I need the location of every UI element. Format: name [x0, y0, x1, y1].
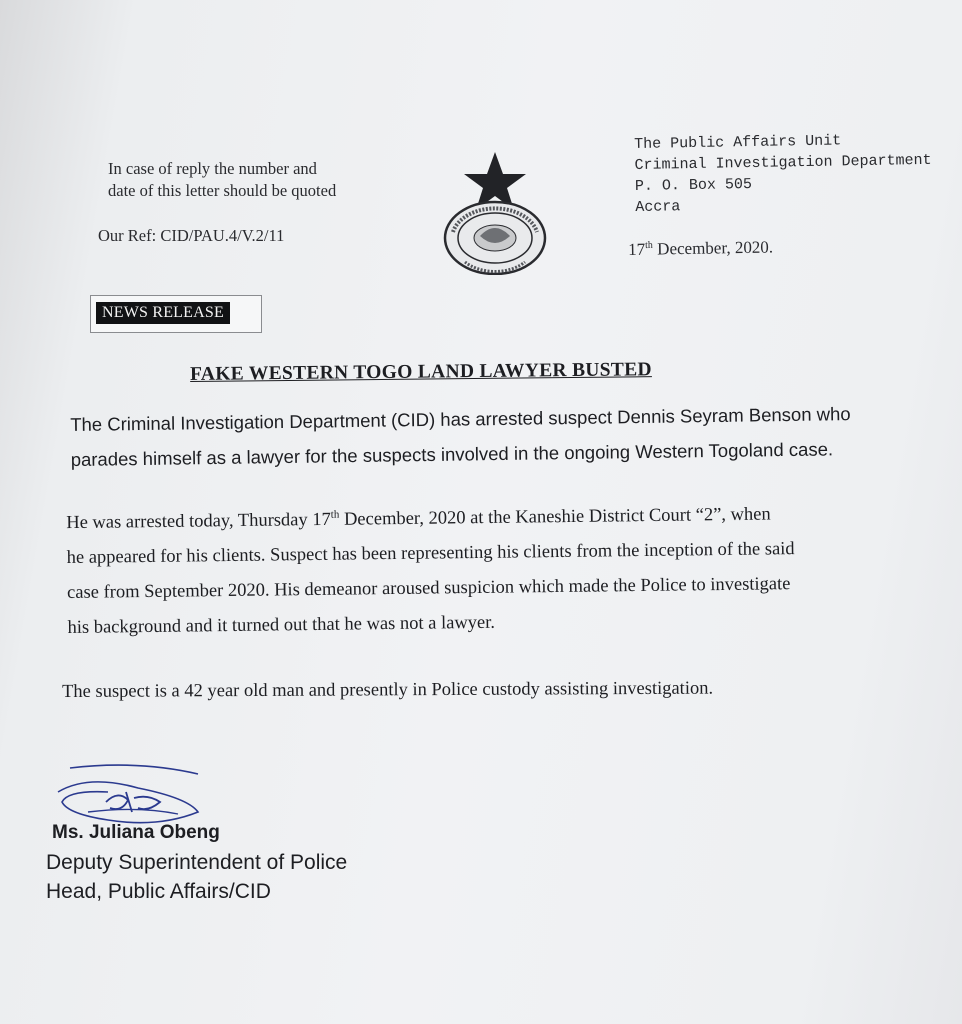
headline: FAKE WESTERN TOGO LAND LAWYER BUSTED — [190, 359, 652, 385]
signatory-title — [46, 848, 347, 906]
paragraph-1 — [70, 396, 851, 477]
address-line1: The Public Affairs Unit — [634, 132, 842, 153]
p2-line3: case from September 2020. His demeanor aroused suspicion which made the Police to investigate — [67, 574, 791, 604]
signatory-title-line1: Deputy Superintendent of Police — [46, 851, 348, 874]
reply-note-line2: date of this letter should be quoted — [108, 181, 337, 200]
signatory-name: Ms. Juliana Obeng — [52, 822, 220, 843]
paragraph-2 — [66, 492, 796, 646]
address-line4: Accra — [635, 198, 681, 216]
address-line3: P. O. Box 505 — [634, 175, 753, 195]
p2-line1-sup: th — [330, 508, 340, 521]
date-rest: December, 2020. — [652, 237, 774, 259]
reply-note — [108, 158, 336, 202]
news-release-label: NEWS RELEASE — [96, 302, 230, 324]
address-line2: Criminal Investigation Department — [634, 151, 932, 174]
p2-line2: he appeared for his clients. Suspect has been representing his clients from the inception of the said — [66, 539, 795, 569]
p1-line2: parades himself as a lawyer for the suspects involved in the ongoing Western Togoland case. — [70, 438, 834, 470]
p1-line1: The Criminal Investigation Department (CID) has arrested suspect Dennis Seyram Benson who — [70, 403, 851, 435]
date-day: 17 — [628, 239, 646, 259]
p2-line4: his background and it turned out that he was not a lawyer. — [67, 612, 496, 639]
reply-note-line1: In case of reply the number and — [108, 159, 317, 178]
police-crest-icon — [440, 150, 550, 275]
p2-line1-a: He was arrested today, Thursday 17 — [66, 509, 331, 534]
signatory-title-line2: Head, Public Affairs/CID — [46, 880, 271, 903]
p2-line1-b: December, 2020 at the Kaneshie District Court “2”, when — [339, 504, 771, 530]
reference-number: Our Ref: CID/PAU.4/V.2/11 — [98, 226, 285, 245]
date-suffix: th — [645, 239, 653, 252]
sender-address — [634, 129, 932, 218]
letter-date — [628, 237, 773, 260]
paragraph-3: The suspect is a 42 year old man and presently in Police custody assisting investigation. — [62, 678, 714, 702]
